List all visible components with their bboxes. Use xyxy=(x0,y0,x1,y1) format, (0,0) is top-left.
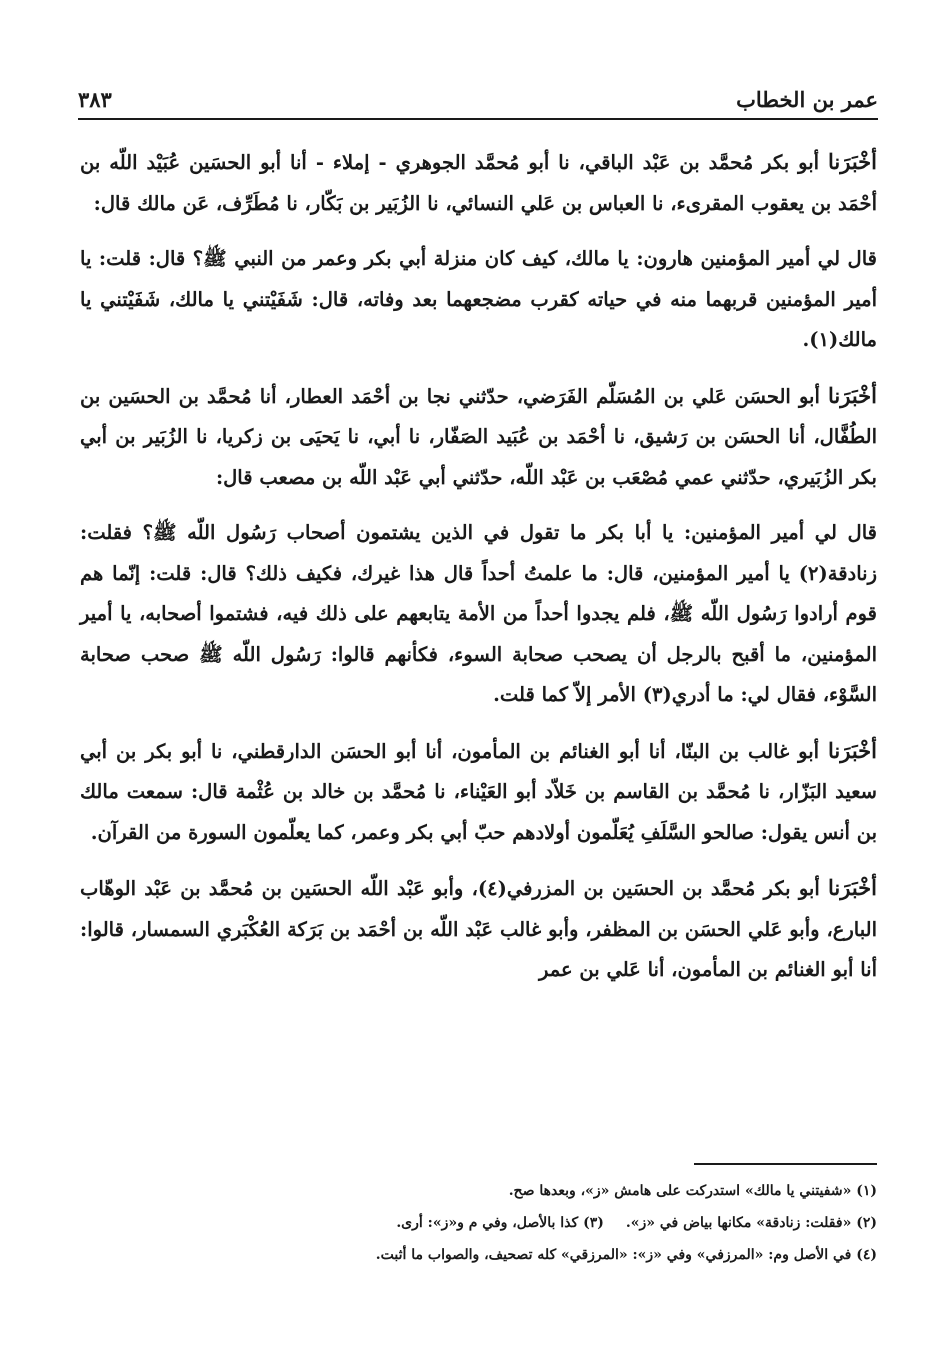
footnotes xyxy=(80,1175,877,1271)
paragraph-head: أخْبَرَنا xyxy=(828,382,877,408)
header-rule xyxy=(78,118,878,120)
paragraph-head: أخْبَرَنا xyxy=(828,737,877,763)
paragraph xyxy=(80,731,877,854)
footnote-number: (١) xyxy=(856,1183,877,1199)
footnote xyxy=(80,1207,877,1239)
footnote-number: (٤) xyxy=(856,1247,877,1263)
footnote xyxy=(80,1239,877,1271)
paragraph xyxy=(80,868,877,991)
page-number: ٣٨٣ xyxy=(78,86,112,112)
paragraph-text: أبو بكر مُحمَّد بن عَبْد الباقي، نا أبو مُحمَّد الجوهري - إملاء - أنا أبو الحسَين عُبَيْد اللّه بن أحْمَد بن يعقوب المقرىء، نا العباس بن عَلي النسائي، نا الزُبَير بن بَكّار، نا مُطَرِّف، عَن مالك قال: xyxy=(80,151,877,215)
footnote-text: «فقلت: زنادقة» مكانها بياض في «ز». xyxy=(625,1215,852,1231)
paragraph xyxy=(80,239,877,361)
paragraph-text: أبو بكر مُحمَّد بن الحسَين بن المزرفي(٤)، وأبو عَبْد اللّه الحسَين بن مُحمَّد بن عَبْد الوهّاب البارع، وأبو عَلي الحسَن بن المظفر، وأبو غالب عَبْد اللّه بن أحْمَد بن بَرَكة العُكْبَري السمسار، قالوا: أنا أبو الغنائم بن المأمون، أنا عَلي بن عمر xyxy=(80,877,877,981)
paragraph xyxy=(80,513,877,716)
page-header xyxy=(78,84,878,114)
paragraph-head: أخْبَرَنا xyxy=(828,149,877,174)
paragraph xyxy=(80,142,877,224)
paragraph-head: أخْبَرَنا xyxy=(828,875,877,900)
main-text xyxy=(80,142,877,1006)
footnote-number: (٣) xyxy=(583,1215,604,1231)
footnote-rule xyxy=(694,1163,877,1165)
paragraph-text: قال لي أمير المؤمنين هارون: يا مالك، كيف كان منزلة أبي بكر وعمر من النبي ﷺ؟ قال: قلت: يا أمير المؤمنين قربهما منه في حياته كقرب مضجعهما بعد وفاته، قال: شَفَيْتني يا مالك، شَفَيْتني يا مالك(١). xyxy=(80,247,877,351)
footnote xyxy=(80,1175,877,1207)
paragraph-text: أبو الحسَن عَلي بن المُسَلّم الفَرَضي، حدّثني نجا بن أحْمَد العطار، أنا مُحمَّد بن الحسَين بن الطُفَّال، أنا الحسَن بن رَشيق، نا أحْمَد بن عُبَيد الصَفّار، نا أبي، نا يَحيَى بن زكريا، نا الزُبَير بن أبي بكر الزُبَيري، حدّثني عمي مُصْعَب بن عَبْد اللّه، حدّثني أبي عَبْد اللّه بن مصعب قال: xyxy=(80,384,877,489)
paragraph xyxy=(80,376,877,499)
footnote-text: كذا بالأصل، وفي م و«ز»: أرى. xyxy=(396,1215,579,1231)
footnote-text: «شفيتني يا مالك» استدركت على هامش «ز»، وبعدها صح. xyxy=(508,1183,852,1199)
paragraph-text: قال لي أمير المؤمنين: يا أبا بكر ما تقول في الذين يشتمون أصحاب رَسُول اللّه ﷺ؟ فقلت: زنادقة(٢) يا أمير المؤمنين، قال: ما علمتُ أحداً قال هذا غيرك، فكيف ذلك؟ قال: قلت: إنّما هم قوم أرادوا رَسُول اللّه ﷺ، فلم يجدوا أحداً من الأمة يتابعهم على ذلك فيه، فشتموا أصحابه، يا أمير المؤمنين، ما أقبح بالرجل أن يصحب صحابة السوء، فكأنهم قالوا: رَسُول اللّه ﷺ صحب صحابة السَّوْء، فقال لي: ما أدري(٣) الأمر إلاّ كما قلت. xyxy=(80,521,877,706)
paragraph-text: أبو غالب بن البنّا، أنا أبو الغنائم بن المأمون، أنا أبو الحسَن الدارقطني، نا أبو بكر بن أبي سعيد البَزّار، نا مُحمَّد بن القاسم بن خَلاّد أبو العَيْناء، نا مُحمَّد بن خالد بن عُثْمة قال: سمعت مالك بن أنس يقول: صالحو السَّلَفِ يُعَلّمون أولادهم حبّ أبي بكر وعمر، كما يعلّمون السورة من القرآن. xyxy=(80,739,877,844)
footnote-text: في الأصل وم: «المرزفي» وفي «ز»: «المرزقي» كله تصحيف، والصواب ما أثبت. xyxy=(375,1247,852,1263)
footnote-number: (٢) xyxy=(856,1215,877,1231)
running-title: عمر بن الخطاب xyxy=(736,86,878,112)
